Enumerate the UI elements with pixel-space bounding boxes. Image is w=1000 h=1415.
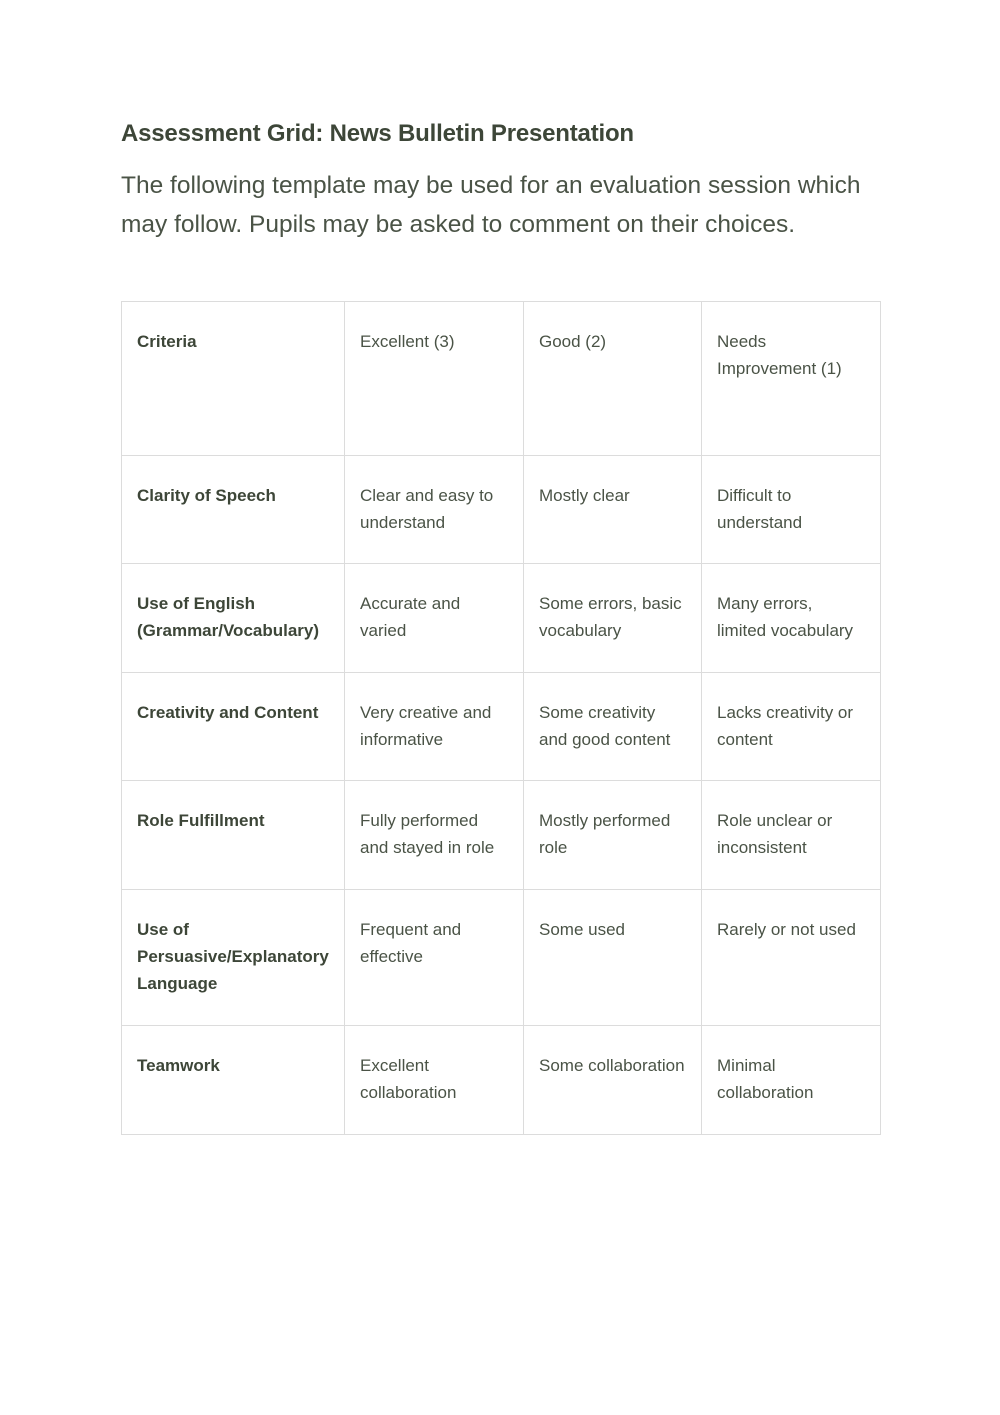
table-row <box>122 564 881 673</box>
header-criteria: Criteria <box>122 302 345 456</box>
good-cell: Mostly performed role <box>524 781 702 890</box>
excellent-cell: Fully performed and stayed in role <box>345 781 524 890</box>
good-cell: Some creativity and good content <box>524 673 702 781</box>
header-needs-improvement: Needs Improvement (1) <box>702 302 881 456</box>
excellent-cell: Clear and easy to understand <box>345 456 524 564</box>
criterion-cell: Use of English (Grammar/Vocabulary) <box>122 564 345 673</box>
needs-improvement-cell: Minimal collaboration <box>702 1026 881 1135</box>
needs-improvement-cell: Many errors, limited vocabulary <box>702 564 881 673</box>
excellent-cell: Accurate and varied <box>345 564 524 673</box>
needs-improvement-cell: Lacks creativity or content <box>702 673 881 781</box>
criterion-cell: Teamwork <box>122 1026 345 1135</box>
good-cell: Mostly clear <box>524 456 702 564</box>
criterion-cell: Use of Persuasive/Explanatory Language <box>122 890 345 1026</box>
criterion-cell: Role Fulfillment <box>122 781 345 890</box>
criterion-cell: Clarity of Speech <box>122 456 345 564</box>
needs-improvement-cell: Difficult to understand <box>702 456 881 564</box>
good-cell: Some errors, basic vocabulary <box>524 564 702 673</box>
excellent-cell: Excellent collaboration <box>345 1026 524 1135</box>
good-cell: Some used <box>524 890 702 1026</box>
table-header-row <box>122 302 881 456</box>
good-cell: Some collaboration <box>524 1026 702 1135</box>
header-good: Good (2) <box>524 302 702 456</box>
table-row <box>122 456 881 564</box>
table-row <box>122 890 881 1026</box>
table-row <box>122 673 881 781</box>
needs-improvement-cell: Rarely or not used <box>702 890 881 1026</box>
assessment-grid <box>121 301 881 1135</box>
intro-paragraph: The following template may be used for an evaluation session which may follow. Pupils may be asked to comment on their choices. <box>121 172 861 238</box>
header-excellent: Excellent (3) <box>345 302 524 456</box>
table-row <box>122 781 881 890</box>
document-title: Assessment Grid: News Bulletin Presentation <box>121 120 634 147</box>
needs-improvement-cell: Role unclear or inconsistent <box>702 781 881 890</box>
table-row <box>122 1026 881 1135</box>
criterion-cell: Creativity and Content <box>122 673 345 781</box>
excellent-cell: Frequent and effective <box>345 890 524 1026</box>
excellent-cell: Very creative and informative <box>345 673 524 781</box>
